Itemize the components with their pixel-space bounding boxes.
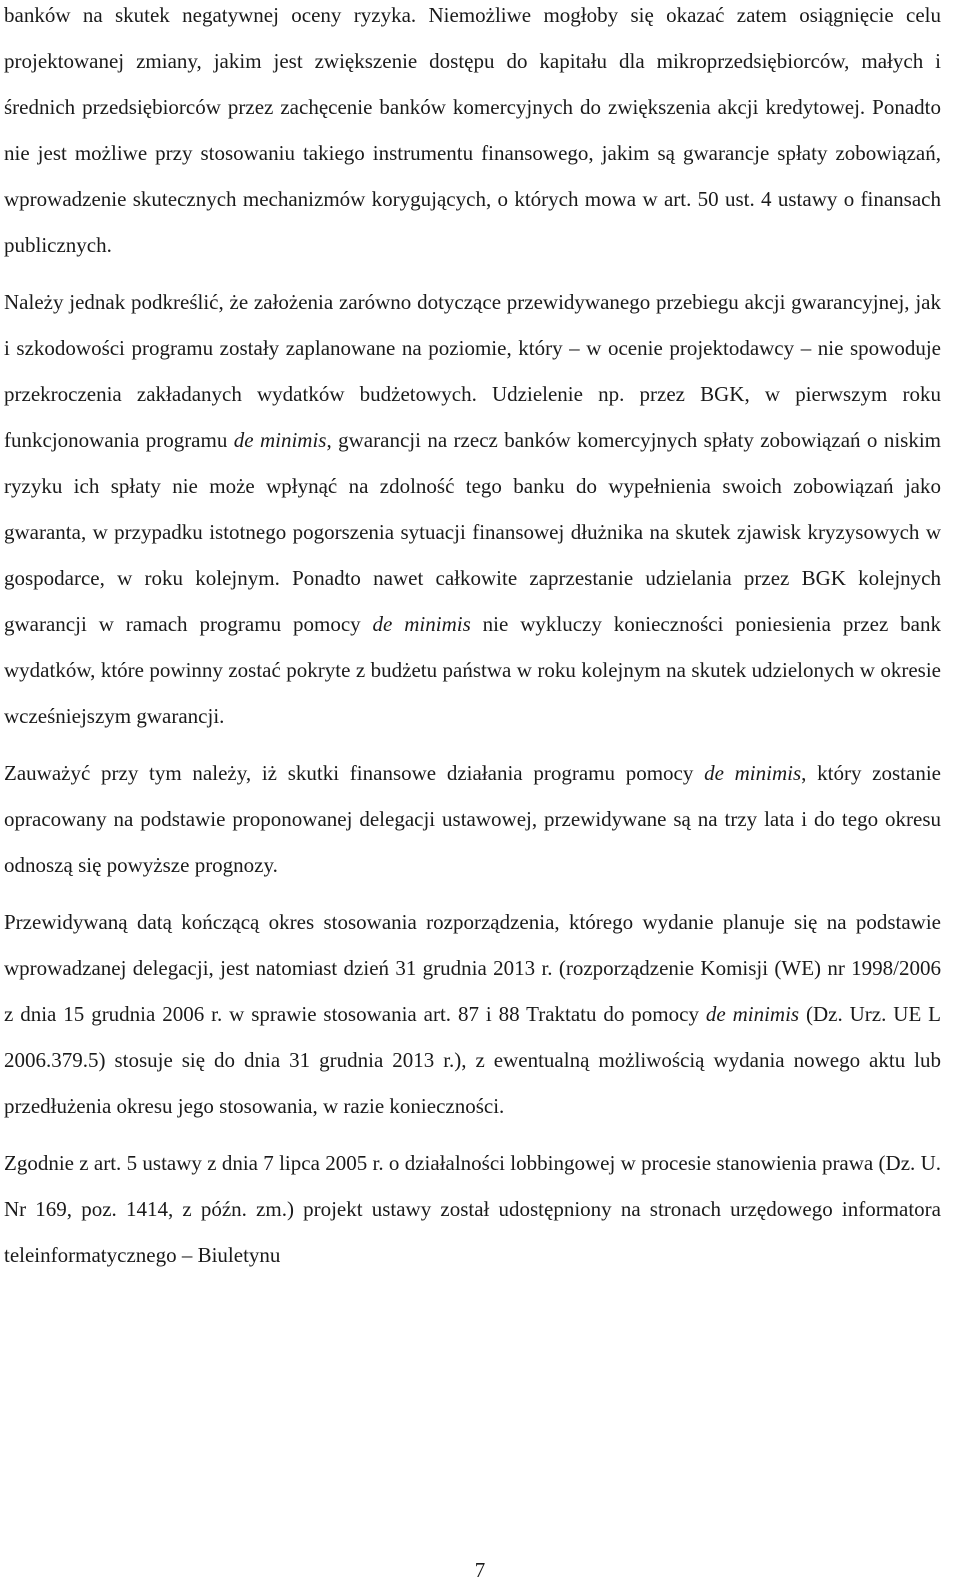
document-page xyxy=(4,0,941,1278)
text-segment: , który zostanie opracowany na podstawie proponowanej delegacji ustawowej, przewidywane są na trzy lata i do tego okresu odnoszą się powyższe prognozy. xyxy=(4,761,941,877)
paragraph xyxy=(4,750,941,888)
paragraph xyxy=(4,899,941,1129)
text-segment: , gwarancji na rzecz banków komercyjnych spłaty zobowiązań o niskim ryzyku ich spłaty nie może wpłynąć na zdolność tego banku do wypełnienia swoich zobowiązań jako gwaranta, w przypadku istotnego pogorszenia sytuacji finansowej dłużnika na skutek zjawisk kryzysowych w gospodarce, w roku kolejnym. Ponadto nawet całkowite zaprzestanie udzielania przez BGK kolejnych gwarancji w ramach programu pomocy xyxy=(4,428,941,636)
italic-term: de minimis xyxy=(704,761,802,785)
page-number: 7 xyxy=(474,1558,486,1582)
italic-term: de minimis xyxy=(233,428,327,452)
text-segment: Należy jednak podkreślić, że założenia zarówno dotyczące przewidywanego przebiegu akcji gwarancyjnej, jak i szkodowości programu zostały zaplanowane na poziomie, który – w ocenie projektodawcy – nie spowoduje przekroczenia zakładanych wydatków budżetowych. Udzielenie np. przez BGK, w pierwszym roku funkcjonowania programu xyxy=(4,290,941,452)
paragraph xyxy=(4,279,941,739)
text-segment: Przewidywaną datą kończącą okres stosowania rozporządzenia, którego wydanie planuje się na podstawie wprowadzanej delegacji, jest natomiast dzień 31 grudnia 2013 r. (rozporządzenie Komisji (WE) nr 1998/2006 z dnia 15 grudnia 2006 r. w sprawie stosowania art. 87 i 88 Traktatu do pomocy xyxy=(4,910,941,1026)
paragraph xyxy=(4,1140,941,1278)
italic-term: de minimis xyxy=(705,1002,800,1026)
text-segment: Zauważyć przy tym należy, iż skutki finansowe działania programu pomocy xyxy=(4,761,705,785)
text-segment: banków na skutek negatywnej oceny ryzyka. Niemożliwe mogłoby się okazać zatem osiągnięcie celu projektowanej zmiany, jakim jest zwiększenie dostępu do kapitału dla mikroprzedsiębiorców, małych i średnich przedsiębiorców przez zachęcenie banków komercyjnych do zwiększenia akcji kredytowej. Ponadto nie jest możliwe przy stosowaniu takiego instrumentu finansowego, jakim są gwarancje spłaty zobowiązań, wprowadzenie skutecznych mechanizmów korygujących, o których mowa w art. 50 ust. 4 ustawy o finansach publicznych. xyxy=(4,3,941,257)
paragraph xyxy=(4,0,941,268)
text-segment: nie wykluczy konieczności poniesienia przez bank wydatków, które powinny zostać pokryte z budżetu państwa w roku kolejnym na skutek udzielonych w okresie wcześniejszym gwarancji. xyxy=(4,612,942,728)
text-segment: (Dz. Urz. UE L 2006.379.5) stosuje się do dnia 31 grudnia 2013 r.), z ewentualną możliwością wydania nowego aktu lub przedłużenia okresu jego stosowania, w razie konieczności. xyxy=(4,1002,942,1118)
text-segment: Zgodnie z art. 5 ustawy z dnia 7 lipca 2005 r. o działalności lobbingowej w procesie stanowienia prawa (Dz. U. Nr 169, poz. 1414, z późn. zm.) projekt ustawy został udostępniony na stronach urzędowego informatora teleinformatycznego – Biuletynu xyxy=(4,1151,941,1267)
italic-term: de minimis xyxy=(372,612,471,636)
